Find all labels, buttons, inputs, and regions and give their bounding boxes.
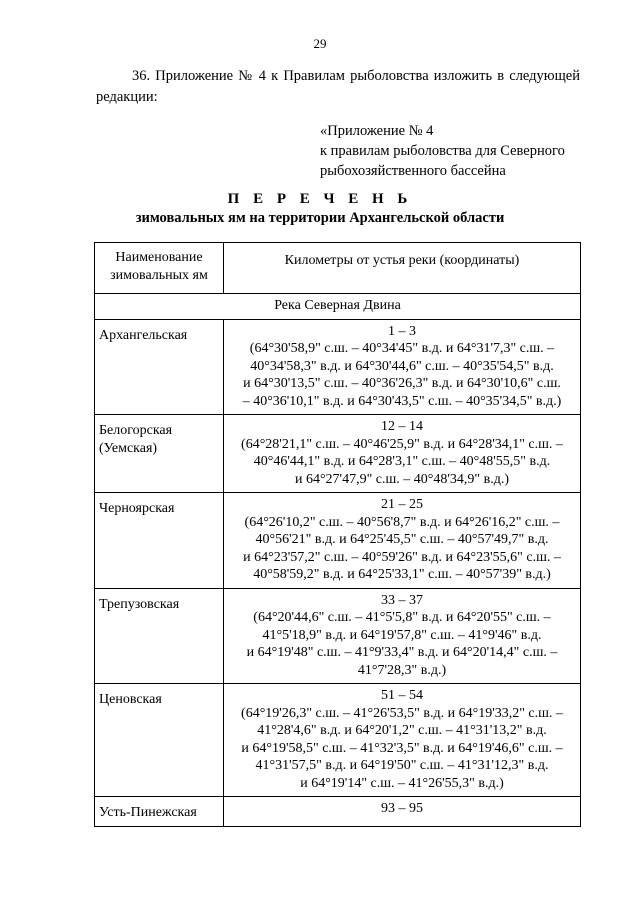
pit-name-cell bbox=[95, 797, 224, 827]
coordinate-line: 40°56'21" в.д. и 64°25'45,5" с.ш. – 40°57'49,7" в.д. bbox=[255, 532, 549, 547]
annex-line-2: к правилам рыболовства для Северного bbox=[320, 143, 565, 159]
document-title: П Е Р Е Ч Е Н Ь bbox=[227, 191, 413, 207]
coordinate-line: (64°28'21,1" с.ш. – 40°46'25,9" в.д. и 64°28'34,1" с.ш. – bbox=[241, 436, 563, 452]
annex-line-1: «Приложение № 4 bbox=[320, 123, 434, 139]
table-row bbox=[95, 684, 581, 797]
coordinate-line: 40°58'59,2" в.д. и 64°25'33,1" с.ш. – 40°57'39" в.д.) bbox=[253, 567, 551, 582]
coordinate-line: 40°46'44,1" в.д. и 64°28'3,1" с.ш. – 40°48'55,5" в.д. bbox=[253, 454, 551, 469]
pit-coords-cell bbox=[224, 588, 581, 684]
pit-name: Ценовская bbox=[99, 692, 162, 707]
coordinate-line: (64°30'58,9" с.ш. – 40°34'45" в.д. и 64°31'7,3" с.ш. – bbox=[249, 341, 555, 356]
page-number: 29 bbox=[313, 36, 327, 51]
wintering-pits-table bbox=[94, 242, 581, 827]
coordinate-line: и 64°23'57,2" с.ш. – 40°59'26" в.д. и 64°23'55,6" с.ш. – bbox=[243, 549, 561, 565]
pit-name: Черноярская bbox=[99, 501, 175, 516]
pit-name: Белогорская (Уемская) bbox=[99, 423, 173, 456]
coordinate-line: и 64°19'14" с.ш. – 41°26'55,3" в.д.) bbox=[300, 775, 504, 791]
header-name-line-1: Наименование bbox=[115, 250, 203, 265]
pit-coords-cell bbox=[224, 415, 581, 493]
pit-name-cell bbox=[95, 684, 224, 797]
table-row bbox=[95, 319, 581, 415]
pit-coords-cell bbox=[224, 684, 581, 797]
pit-name: Трепузовская bbox=[99, 596, 180, 612]
pit-name-cell bbox=[95, 493, 224, 589]
coordinate-line: 41°31'57,5" в.д. и 64°19'50" с.ш. – 41°31'12,3" в.д. bbox=[255, 758, 549, 773]
intro-paragraph: 36. Приложение № 4 к Правилам рыболовства изложить в следующей редакции: bbox=[96, 68, 580, 105]
table-row bbox=[95, 588, 581, 684]
pit-name-cell bbox=[95, 415, 224, 493]
pit-name-cell bbox=[95, 588, 224, 684]
km-range: 33 – 37 bbox=[381, 592, 423, 608]
header-coords-cell: Километры от устья реки (координаты) bbox=[224, 243, 581, 294]
coordinate-line: и 64°19'58,5" с.ш. – 41°32'3,5" в.д. и 64°19'46,6" с.ш. – bbox=[241, 740, 563, 756]
table-header-row bbox=[95, 243, 581, 294]
coordinate-line: 41°5'18,9" в.д. и 64°19'57,8" с.ш. – 41°9'46" в.д. bbox=[262, 627, 542, 643]
river-row bbox=[95, 294, 581, 320]
coordinate-line: 41°7'28,3" в.д.) bbox=[357, 662, 447, 678]
pit-name: Архангельская bbox=[99, 327, 188, 343]
km-range: 21 – 25 bbox=[381, 497, 423, 512]
coordinate-line: 41°28'4,6" в.д. и 64°20'1,2" с.ш. – 41°31'13,2" в.д. bbox=[257, 723, 547, 738]
coordinate-line: и 64°30'13,5" с.ш. – 40°36'26,3" в.д. и 64°30'10,6" с.ш. bbox=[243, 376, 561, 391]
km-range: 51 – 54 bbox=[381, 688, 423, 703]
pit-coords-cell bbox=[224, 797, 581, 827]
coordinate-line: (64°20'44,6" с.ш. – 41°5'5,8" в.д. и 64°20'55" с.ш. – bbox=[253, 610, 551, 625]
header-name-cell bbox=[95, 243, 224, 294]
table-row bbox=[95, 493, 581, 589]
annex-reference bbox=[320, 121, 590, 181]
coordinate-line: 40°34'58,3" в.д. и 64°30'44,6" с.ш. – 40°35'54,5" в.д. bbox=[250, 358, 554, 374]
km-range: 1 – 3 bbox=[388, 323, 416, 339]
coordinate-line: (64°19'26,3" с.ш. – 41°26'53,5" в.д. и 64°19'33,2" с.ш. – bbox=[241, 705, 563, 721]
coordinate-line: – 40°36'10,1" в.д. и 64°30'43,5" с.ш. – 40°35'34,5" в.д.) bbox=[242, 393, 562, 409]
document-subtitle: зимовальных ям на территории Архангельской области bbox=[135, 210, 505, 226]
pit-coords-cell bbox=[224, 493, 581, 589]
header-name-line-2: зимовальных ям bbox=[110, 267, 208, 283]
pit-coords-cell bbox=[224, 319, 581, 415]
table-row bbox=[95, 415, 581, 493]
coordinate-line: и 64°19'48" с.ш. – 41°9'33,4" в.д. и 64°20'14,4" с.ш. – bbox=[246, 645, 558, 660]
km-range: 93 – 95 bbox=[381, 801, 423, 816]
coordinate-line: и 64°27'47,9" с.ш. – 40°48'34,9" в.д.) bbox=[294, 471, 510, 487]
river-name: Река Северная Двина bbox=[95, 294, 581, 320]
pit-name: Усть-Пинежская bbox=[99, 805, 197, 820]
table-row bbox=[95, 797, 581, 827]
coordinate-line: (64°26'10,2" с.ш. – 40°56'8,7" в.д. и 64°26'16,2" с.ш. – bbox=[244, 514, 560, 530]
annex-line-3: рыбохозяйственного бассейна bbox=[320, 163, 506, 179]
km-range: 12 – 14 bbox=[381, 419, 423, 434]
pit-name-cell bbox=[95, 319, 224, 415]
